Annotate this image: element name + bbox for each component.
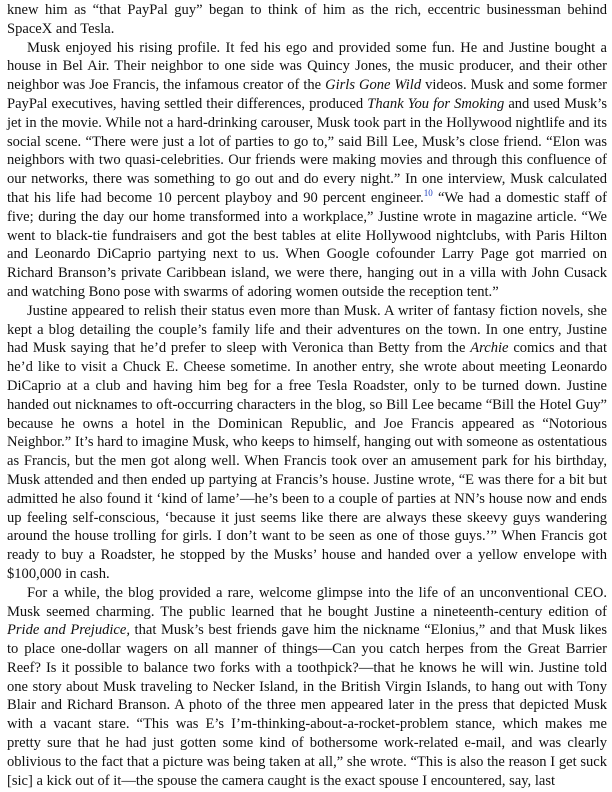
text-run: knew him as “that PayPal guy” began to think of him as the rich, eccentric businessman behind SpaceX and Tesla. [7,2,607,37]
italic-title: Girls Gone Wild [325,77,422,94]
text-run: Justine appeared to relish their status even more than Musk. A writer of fantasy fiction novels, she kept a blog detailing the couple’s family life and their adventures on the town. In one entry, Justine had Musk saying that he’d prefer to sleep with Veronica than Betty from the [7,302,607,357]
footnote-marker: 10 [423,188,433,199]
text-run: that Musk’s best friends gave him the nickname “Elonius,” and that Musk likes to place one-dollar wagers on all manner of things—Can you catch herpes from the Great Barrier Reef? Is it possible to balance two forks with a toothpick?—that he knows he will win. Justine told one story about Musk traveling to Necker Island, in the British Virgin Islands, to hang out with Tony Blair and Richard Branson. A photo of the three men appeared later in the press that depicted Musk with a vacant stare. “This was E’s I’m-thinking-about-a-rocket-problem stance, which makes me pretty sure that he had just gotten some kind of bothersome work-related e-mail, and was clearly oblivious to the fact that a picture was being taken at all,” she wrote. “This is also the reason I get suck [sic] a kick out of it—the spouse the camera caught is the exact spouse I encountered, say, last [7,622,607,789]
italic-title: Archie [470,340,509,357]
text-run: videos. Musk and some former PayPal executives, having settled their differences, produced [7,77,607,112]
italic-title: Thank You for Smoking [367,95,505,112]
paragraph-p1 [7,1,607,39]
text-run: comics and that he’d like to visit a Chuck E. Cheese sometime. In another entry, she wrote about meeting Leonardo DiCaprio at a club and having him beg for a free Tesla Roadster, only to be turned down. Justine handed out nicknames to oft-occurring characters in the blog, so Bill Lee became “Bill the Hotel Guy” because he owns a hotel in the Dominican Republic, and Joe Francis appeared as “Notorious Neighbor.” It’s hard to imagine Musk, who keeps to himself, hanging out with someone as ostentatious as Francis, but the men got along well. When Francis took over an amusement park for his birthday, Musk attended and then ended up partying at Francis’s house. Justine wrote, “E was there for a bit but admitted he also found it ‘kind of lame’—he’s been to a couple of parties at NN’s house now and ends up feeling self-conscious, ‘because it just seems like there are always these skeevy guys wandering around the house trolling for girls. I don’t want to be seen as one of those guys.’” When Francis got ready to buy a Roadster, he stopped by the Musks’ house and handed over a yellow envelope with $100,000 in cash. [7,340,607,582]
paragraph-p3 [7,302,607,584]
text-run: “We had a domestic staff of five; during the day our home transformed into a workplace,” Justine wrote in magazine article. “We went to black-tie fundraisers and got the best tables at elite Hollywood nightclubs, with Paris Hilton and Leonardo DiCaprio partying next to us. When Google cofounder Larry Page got married on Richard Branson’s private Caribbean island, we were there, hanging out in a villa with John Cusack and watching Bono pose with swarms of adoring women outside the reception tent.” [7,189,607,300]
paragraph-p2 [7,39,607,302]
text-run: For a while, the blog provided a rare, welcome glimpse into the life of an unconventional CEO. Musk seemed charming. The public learned that he bought Justine a nineteenth-century edition of [7,584,607,620]
text-run: Musk enjoyed his rising profile. It fed his ego and provided some fun. He and Justine bought a house in Bel Air. Their neighbor to one side was Quincy Jones, the music producer, and their other neighbor was Joe Francis, the infamous creator of the [7,39,607,94]
italic-title: Pride and Prejudice, [7,622,130,639]
paragraph-p4 [7,584,607,791]
text-run: and used Musk’s jet in the movie. While not a hard-drinking carouser, Musk took part in the Hollywood nightlife and its social scene. “There were just a lot of parties to go to,” said Bill Lee, Musk’s close friend. “Elon was neighbors with two quasi-celebrities. Our friends were making movies and through this confluence of our networks, there was something to go out and do every night.” In one interview, Musk calculated that his life had become 10 percent playboy and 90 percent engineer. [7,95,607,206]
